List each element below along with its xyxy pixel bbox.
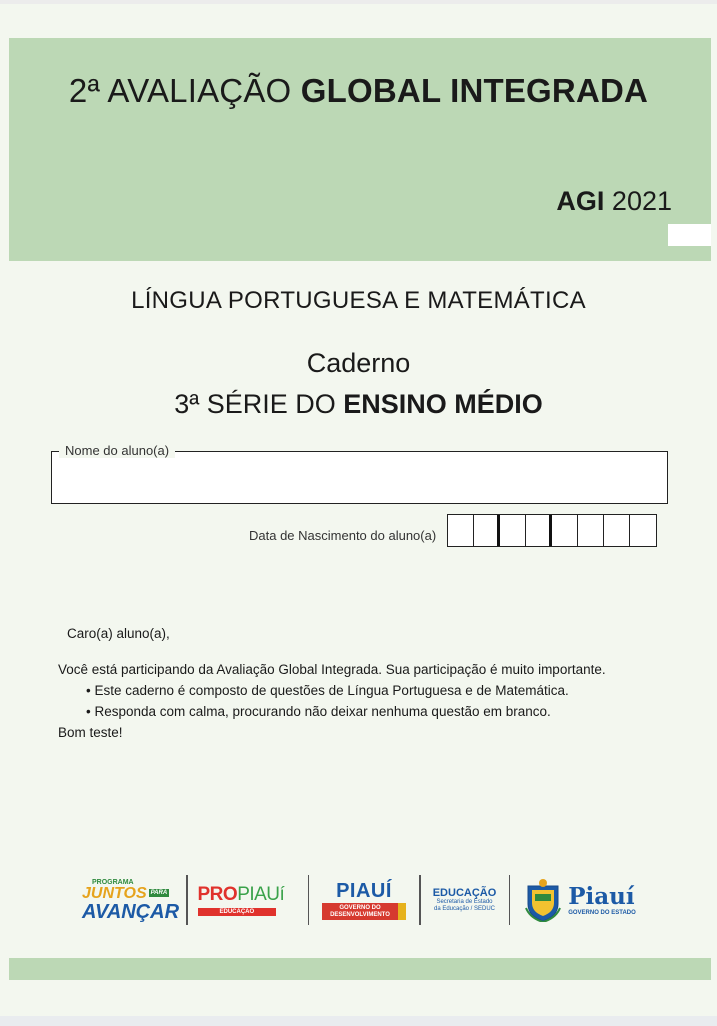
logo-text: PIAUÍ <box>336 879 392 902</box>
letter-bullet: • Responda com calma, procurando não deixar nenhuma questão em branco. <box>86 704 551 719</box>
edition-year: 2021 <box>611 186 672 216</box>
seduc-logo <box>431 870 499 930</box>
logo-text: AVANÇAR <box>82 900 180 923</box>
juntos-para-avancar-logo <box>82 870 180 930</box>
coat-of-arms-icon <box>524 878 562 922</box>
logo-text: Piauí <box>568 882 635 910</box>
logo-divider <box>308 875 310 925</box>
logo-text: PROPIAUí <box>197 884 285 905</box>
letter-closing: Bom teste! <box>58 725 123 740</box>
piaui-state-logo <box>520 870 640 930</box>
logo-text: da Educação / SEDUC <box>433 906 496 913</box>
page-top-edge <box>0 0 717 4</box>
letter-bullet: • Este caderno é composto de questões de Língua Portuguesa e de Matemática. <box>86 683 569 698</box>
grade-bold: ENSINO MÉDIO <box>343 389 543 419</box>
agi-highlight <box>668 224 711 246</box>
birth-date-digit[interactable] <box>448 515 474 546</box>
logo-text: EDUCAÇÃO <box>198 908 277 916</box>
birth-date-digit[interactable] <box>500 515 526 546</box>
birth-date-digit[interactable] <box>474 515 500 546</box>
student-name-label: Nome do aluno(a) <box>59 443 175 458</box>
letter-body <box>58 659 678 743</box>
piaui-wordmark <box>568 882 636 916</box>
bottom-strip <box>0 1016 717 1026</box>
birth-date-digit[interactable] <box>630 515 656 546</box>
birth-date-digit[interactable] <box>604 515 630 546</box>
title-prefix: 2ª AVALIAÇÃO <box>68 72 301 109</box>
grade-title <box>0 389 717 420</box>
logo-text: Secretaria de Estado <box>436 899 493 906</box>
page-title <box>0 72 717 110</box>
edition-label <box>556 186 672 220</box>
booklet-label: Caderno <box>306 348 411 378</box>
letter-greeting: Caro(a) aluno(a), <box>67 626 170 641</box>
propiaui-logo <box>198 870 298 930</box>
footer-band <box>9 958 711 980</box>
logo-text: JUNTOS PARA <box>82 884 168 902</box>
birth-date-digit[interactable] <box>552 515 578 546</box>
logo-text: GOVERNO DO ESTADO <box>568 909 636 916</box>
birth-date-label: Data de Nascimento do aluno(a) <box>249 528 437 543</box>
sponsor-logos <box>82 870 642 930</box>
logo-divider <box>509 875 511 925</box>
piaui-desenvolvimento-logo <box>319 870 409 930</box>
subject-title: LÍNGUA PORTUGUESA E MATEMÁTICA <box>131 287 586 314</box>
logo-text: EDUCAÇÃO <box>432 886 497 899</box>
edition-acronym: AGI <box>556 186 605 216</box>
logo-text: GOVERNO DO DESENVOLVIMENTO <box>322 903 406 920</box>
birth-date-digit[interactable] <box>578 515 604 546</box>
logo-text: PROGRAMA <box>92 878 134 886</box>
grade-prefix: 3ª SÉRIE DO <box>174 389 344 419</box>
logo-divider <box>186 875 188 925</box>
birth-date-field[interactable] <box>447 514 657 547</box>
student-name-field[interactable] <box>51 451 668 504</box>
letter-intro: Você está participando da Avaliação Global Integrada. Sua participação é muito importante. <box>58 662 606 677</box>
title-bold: GLOBAL INTEGRADA <box>300 72 649 109</box>
birth-date-digit[interactable] <box>526 515 552 546</box>
logo-divider <box>419 875 421 925</box>
